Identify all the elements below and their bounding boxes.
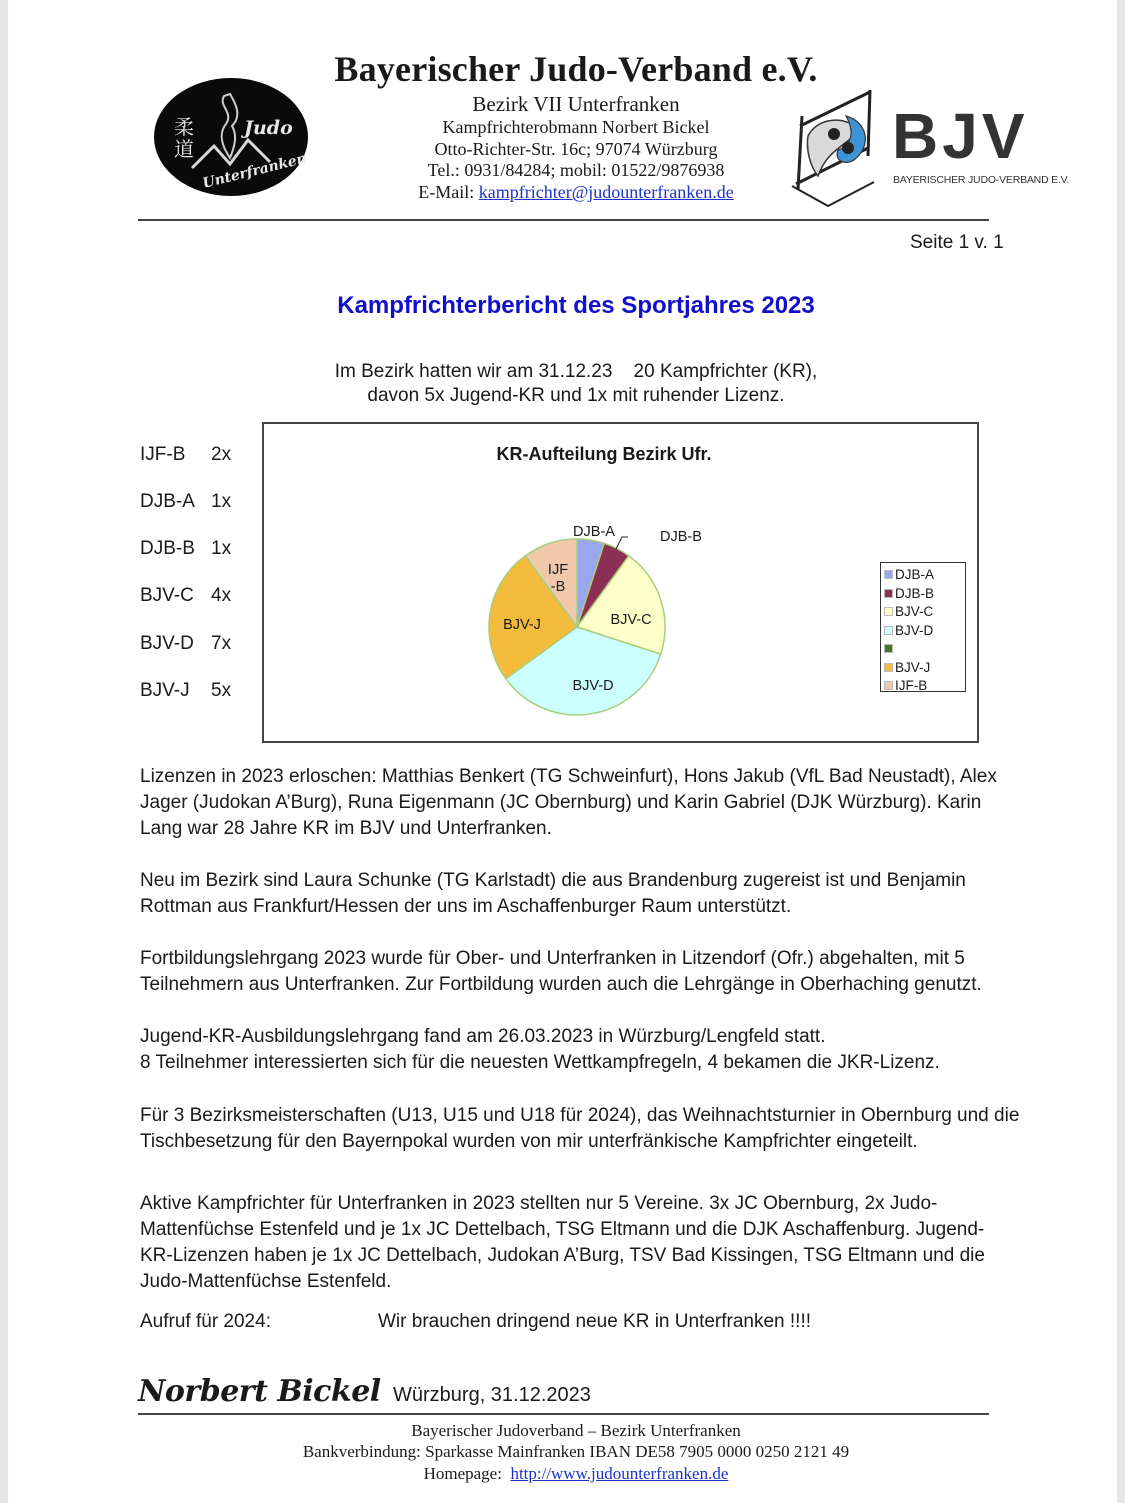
- svg-text:Judo: Judo: [244, 117, 293, 139]
- paragraph-participants: 8 Teilnehmer interessierten sich für die neuesten Wettkampfregeln, 4 bekamen die JKR-Lizenz.: [140, 1052, 940, 1073]
- legend-label: IJF-B: [895, 678, 928, 693]
- appeal-label: Aufruf für 2024:: [140, 1311, 271, 1332]
- address: Otto-Richter-Str. 16c; 97074 Würzburg: [434, 139, 718, 159]
- place-date: Würzburg, 31.12.2023: [393, 1384, 591, 1406]
- count-row: IJF-B 2x: [140, 444, 232, 465]
- pie-slice-label: DJB-A: [573, 524, 615, 540]
- email-link[interactable]: kampfrichter@judounterfranken.de: [478, 182, 734, 202]
- legend-item: [895, 567, 934, 583]
- paragraph-championships: Für 3 Bezirksmeisterschaften (U13, U15 und U18 für 2024), das Weihnachtsturnier in Obernburg und die Tischbesetzung für den Bayernpokal wurden von mir unterfränkische Kampfrichter eingeteilt.: [140, 1105, 1020, 1152]
- legend-item: [895, 623, 933, 639]
- leader-line: [616, 537, 628, 549]
- legend-swatch-icon: [885, 590, 892, 597]
- count-row: BJV-J 5x: [140, 680, 232, 701]
- pie-slice-label: DJB-B: [660, 529, 702, 545]
- footer-bank: Bankverbindung: Sparkasse Mainfranken IBAN DE58 7905 0000 0250 2121 49: [302, 1442, 850, 1461]
- org-title: Bayerischer Judo-Verband e.V.: [334, 49, 818, 89]
- homepage-label: Homepage:: [423, 1464, 511, 1483]
- intro-line-1: Im Bezirk hatten wir am 31.12.23 20 Kampfrichter (KR),: [334, 361, 818, 382]
- legend-item: [895, 678, 927, 694]
- legend-swatch-icon: [885, 627, 892, 634]
- pie-slice-label: BJV-D: [572, 678, 614, 694]
- bjv-wordmark-subtitle: BAYERISCHER JUDO-VERBAND E.V.: [893, 174, 1070, 186]
- pie-slice-label: BJV-C: [610, 612, 652, 628]
- homepage-link[interactable]: http://www.judounterfranken.de: [510, 1464, 729, 1483]
- appeal-text: Wir brauchen dringend neue KR in Unterfranken !!!!: [378, 1311, 812, 1332]
- document-title: Kampfrichterbericht des Sportjahres 2023: [337, 292, 815, 319]
- footer-org: Bayerischer Judoverband – Bezirk Unterfranken: [411, 1421, 741, 1440]
- count-row: DJB-A 1x: [140, 491, 232, 512]
- paragraph-youth-course: Jugend-KR-Ausbildungslehrgang fand am 26.03.2023 in Würzburg/Lengfeld statt.: [140, 1026, 826, 1047]
- legend-swatch-icon: [885, 571, 892, 578]
- paragraph-expired-licenses: Lizenzen in 2023 erloschen: Matthias Benkert (TG Schweinfurt), Hons Jakub (VfL Bad Neustadt), Alex Jager (Judokan A’Burg), Runa Eigenmann (JC Obernburg) und Karin Gabriel (DJK Würzburg). Karin Lang war 28 Jahre KR im BJV und Unterfranken.: [140, 766, 997, 839]
- viewer-right-edge: [1117, 0, 1125, 1503]
- signature: Norbert Bickel: [138, 1374, 381, 1409]
- legend-swatch-icon: [885, 608, 892, 615]
- email-label: E-Mail:: [418, 182, 479, 202]
- pie-chart: [264, 424, 977, 741]
- legend-swatch-icon: [885, 664, 892, 671]
- paragraph-new-referees: Neu im Bezirk sind Laura Schunke (TG Karlstadt) die aus Brandenburg zugereist ist und Benjamin Rottman aus Frankfurt/Hessen der uns im Aschaffenburger Raum unterstützt.: [140, 870, 966, 917]
- legend-label: DJB-B: [895, 585, 935, 601]
- chart-title: KR-Aufteilung Bezirk Ufr.: [496, 444, 712, 464]
- legend-label: BJV-D: [895, 622, 934, 638]
- legend-swatch-icon: [885, 682, 892, 689]
- count-row: DJB-B 1x: [140, 538, 232, 559]
- officer-name: Kampfrichterobmann Norbert Bickel: [442, 117, 710, 137]
- svg-text:道: 道: [174, 137, 194, 161]
- intro-line-2: davon 5x Jugend-KR und 1x mit ruhender Lizenz.: [367, 385, 785, 406]
- legend-label: BJV-J: [895, 659, 931, 675]
- page-indicator: Seite 1 v. 1: [910, 232, 1004, 253]
- header-divider: [138, 219, 989, 221]
- paragraph-training-course: Fortbildungslehrgang 2023 wurde für Ober- und Unterfranken in Litzendorf (Ofr.) abgehalten, mit 5 Teilnehmern aus Unterfranken. Zur Fortbildung wurden auch die Lehrgänge in Oberhaching genutzt.: [140, 948, 982, 995]
- bjv-judoka-icon: [788, 86, 888, 216]
- chart-legend: [880, 562, 966, 692]
- count-row: BJV-C 4x: [140, 585, 232, 606]
- bjv-emblem: [788, 86, 888, 216]
- legend-label: DJB-A: [895, 567, 935, 582]
- footer-homepage: [0, 1464, 1125, 1484]
- viewer-left-edge: [0, 0, 8, 1503]
- svg-text:Unterfranken: Unterfranken: [201, 150, 309, 192]
- legend-label: BJV-C: [895, 604, 934, 619]
- bjv-wordmark: BJV: [892, 100, 1029, 172]
- legend-item: [895, 604, 933, 620]
- svg-text:柔: 柔: [174, 115, 194, 139]
- pie-chart-frame: [262, 422, 979, 743]
- appeal-line: [140, 1309, 1020, 1335]
- legend-item: [895, 660, 930, 676]
- pie-slice-label: IJF: [547, 562, 569, 578]
- count-row: BJV-D 7x: [140, 633, 232, 654]
- legend-item: [895, 586, 934, 602]
- legend-swatch-icon: [885, 645, 892, 652]
- pie-slice-label: BJV-J: [503, 617, 541, 633]
- district-name: Bezirk VII Unterfranken: [472, 92, 680, 116]
- phone: Tel.: 0931/84284; mobil: 01522/9876938: [427, 160, 725, 180]
- pie-slice-label: -B: [550, 579, 566, 595]
- paragraph-active-clubs: Aktive Kampfrichter für Unterfranken in 2023 stellten nur 5 Vereine. 3x JC Obernburg, 2x Judo-Mattenfüchse Estenfeld und je 1x JC Dettelbach, TSG Eltmann und die DJK Aschaffenburg. Jugend-KR-Lizenzen haben je 1x JC Dettelbach, Judokan A’Burg, TSV Bad Kissingen, TSG Eltmann und die Judo-Mattenfüchse Estenfeld.: [140, 1193, 985, 1292]
- footer-divider: [138, 1413, 989, 1415]
